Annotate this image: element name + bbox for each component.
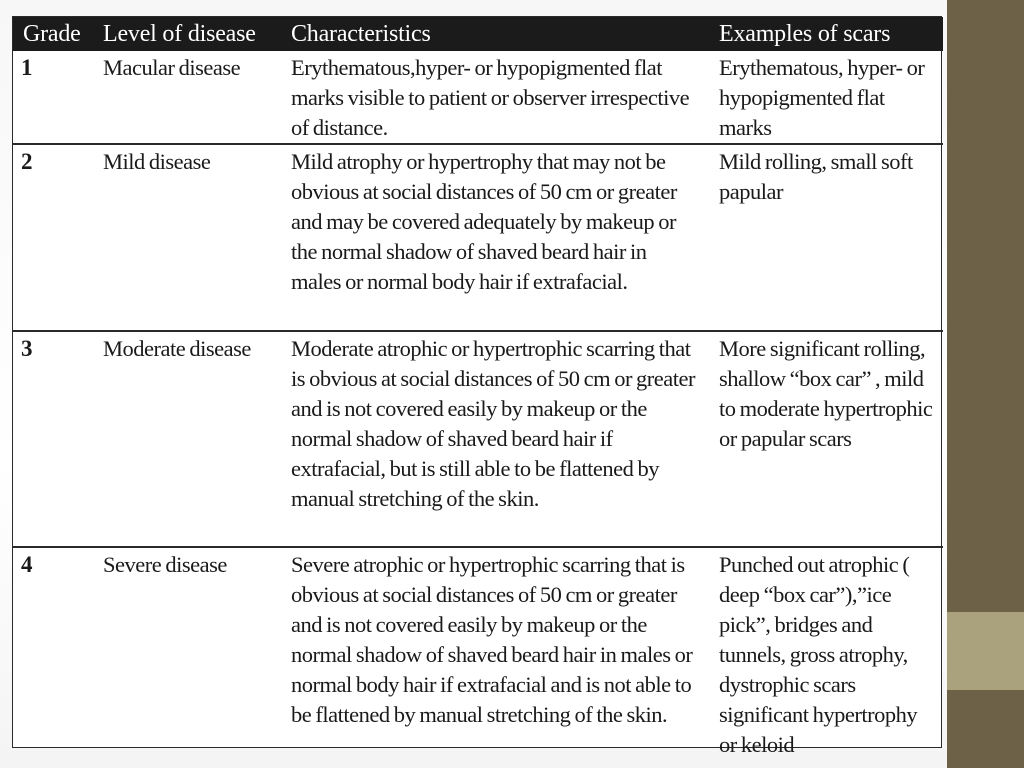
header-characteristics: Characteristics	[281, 17, 709, 51]
level-cell: Mild disease	[93, 144, 281, 331]
header-examples-of-scars: Examples of scars	[709, 17, 943, 51]
examples-cell: Mild rolling, small soft papular	[709, 144, 943, 331]
characteristics-cell: Moderate atrophic or hypertrophic scarring that is obvious at social distances of 50 cm or greater and is not covered easily by makeup or the normal shadow of shaved beard hair if extrafacial, but is still able to be flattened by manual stretching of the skin.	[281, 331, 709, 547]
header-grade: Grade	[13, 17, 93, 51]
examples-cell: More significant rolling, shallow “box car” , mild to moderate hypertrophic or papular scars	[709, 331, 943, 547]
table-header-row	[13, 17, 943, 51]
examples-cell: Punched out atrophic ( deep “box car”),”ice pick”, bridges and tunnels, gross atrophy, dystrophic scars significant hypertrophy or keloid	[709, 547, 943, 760]
characteristics-cell: Erythematous,hyper- or hypopigmented flat marks visible to patient or observer irrespective of distance.	[291, 55, 690, 140]
header-level-of-disease: Level of disease	[93, 17, 281, 51]
table-row	[13, 51, 943, 144]
decorative-side-band-accent	[947, 612, 1024, 690]
grade-cell: 2	[13, 144, 93, 331]
scar-grading-table-container	[12, 16, 942, 757]
grade-cell: 1	[21, 55, 32, 80]
characteristics-cell: Severe atrophic or hypertrophic scarring that is obvious at social distances of 50 cm or greater and is not covered easily by makeup or the normal shadow of shaved beard hair in males or normal body hair if extrafacial and is not able to be flattened by manual stretching of the skin.	[281, 547, 709, 760]
level-cell: Moderate disease	[93, 331, 281, 547]
examples-cell: Erythematous, hyper- or hypopigmented flat marks	[719, 55, 925, 140]
table-row	[13, 144, 943, 331]
grade-cell: 4	[13, 547, 93, 760]
table-row	[13, 547, 943, 760]
characteristics-cell: Mild atrophy or hypertrophy that may not be obvious at social distances of 50 cm or greater and may be covered adequately by makeup or the normal shadow of shaved beard hair in males or normal body hair if extrafacial.	[281, 144, 709, 331]
table-row	[13, 331, 943, 547]
scar-grading-table	[13, 17, 943, 760]
level-cell: Macular disease	[103, 55, 241, 80]
level-cell: Severe disease	[93, 547, 281, 760]
grade-cell: 3	[13, 331, 93, 547]
